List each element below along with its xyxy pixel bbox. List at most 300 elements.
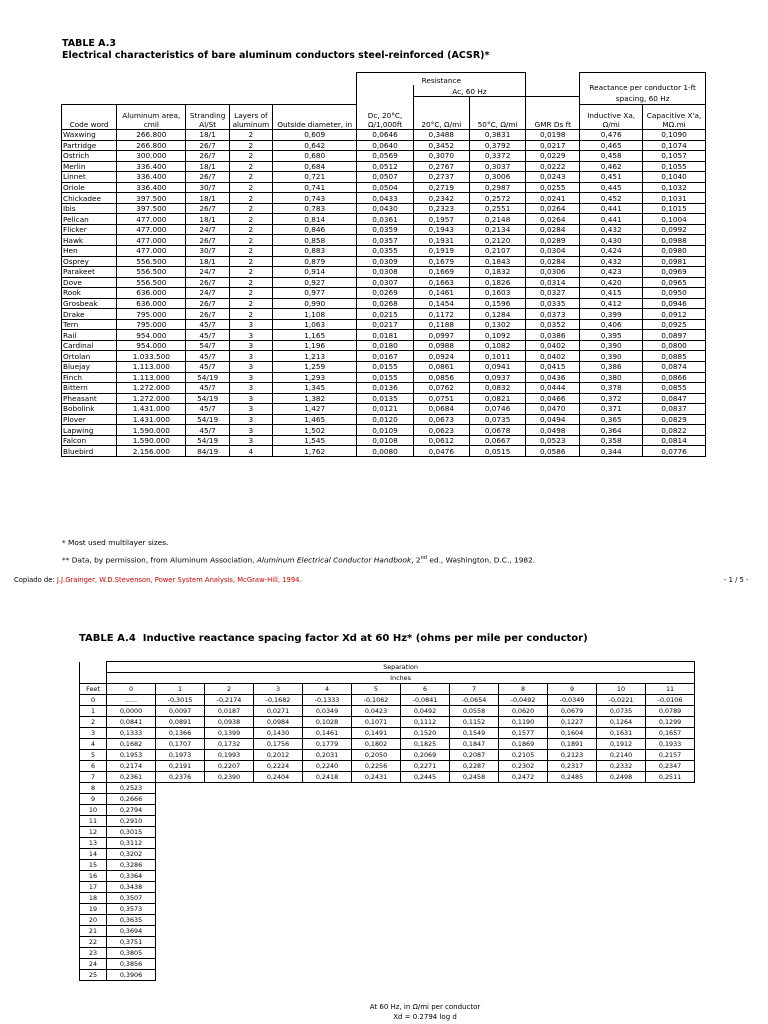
table-row bbox=[80, 739, 695, 750]
table-cell: 0,2105 bbox=[499, 750, 548, 761]
table-cell: 0,0735 bbox=[469, 414, 525, 425]
table-row bbox=[62, 351, 706, 362]
feet-cell: 23 bbox=[80, 948, 107, 959]
table-row bbox=[62, 267, 706, 278]
table-cell: 0,1933 bbox=[646, 739, 695, 750]
table-cell: 0,0746 bbox=[469, 404, 525, 415]
table-cell: 0,3070 bbox=[413, 151, 469, 162]
table-cell: -0,0221 bbox=[597, 695, 646, 706]
table-cell: 0,858 bbox=[273, 235, 357, 246]
table-row bbox=[80, 970, 695, 981]
table-cell: 0,378 bbox=[580, 383, 643, 394]
table-cell: 0,2361 bbox=[107, 772, 156, 783]
footnote-line-1: At 60 Hz, in Ω/mi per conductor bbox=[369, 1003, 481, 1011]
table-cell: 0,2323 bbox=[413, 203, 469, 214]
table-cell: 0,0751 bbox=[413, 393, 469, 404]
table-cell: 2 bbox=[229, 161, 272, 172]
table-cell: 30/7 bbox=[186, 246, 229, 257]
col-ac-50c: 50°C, Ω/mi bbox=[469, 105, 525, 130]
table-cell: 0,0359 bbox=[357, 224, 413, 235]
table-row bbox=[80, 783, 695, 794]
table-cell: 636.000 bbox=[117, 288, 186, 299]
table-cell: 0,1520 bbox=[401, 728, 450, 739]
table-cell: 0,3856 bbox=[107, 959, 156, 970]
source-reference: J.J.Grainger, W.D.Stevenson, Power System Analysis, McGraw-Hill, 1994. bbox=[56, 576, 302, 584]
code-word-cell: Ostrich bbox=[62, 151, 117, 162]
code-word-cell: Pelican bbox=[62, 214, 117, 225]
table-cell: 397.500 bbox=[117, 203, 186, 214]
col-code-word: Code word bbox=[62, 105, 117, 130]
table-cell: 0,1011 bbox=[469, 351, 525, 362]
table-cell: 0,0470 bbox=[526, 404, 580, 415]
table-cell: 1.272.000 bbox=[117, 383, 186, 394]
table-row bbox=[62, 298, 706, 309]
table-cell: 0,390 bbox=[580, 351, 643, 362]
code-word-cell: Drake bbox=[62, 309, 117, 320]
code-word-cell: Waxwing bbox=[62, 130, 117, 141]
table-cell: 0,0255 bbox=[526, 182, 580, 193]
inch-column-header: 10 bbox=[597, 684, 646, 695]
table-cell: 0,914 bbox=[273, 267, 357, 278]
table-cell: 0,3202 bbox=[107, 849, 156, 860]
code-word-cell: Cardinal bbox=[62, 340, 117, 351]
table-cell: 18/1 bbox=[186, 193, 229, 204]
table-cell: 0,2157 bbox=[646, 750, 695, 761]
table-cell: 0,1631 bbox=[597, 728, 646, 739]
table-cell: 84/19 bbox=[186, 446, 229, 457]
table-cell: 0,0612 bbox=[413, 435, 469, 446]
table-cell: 0,344 bbox=[580, 446, 643, 457]
code-word-cell: Bittern bbox=[62, 383, 117, 394]
code-word-cell: Plover bbox=[62, 414, 117, 425]
table-cell: 477.000 bbox=[117, 214, 186, 225]
table-cell: 0,1057 bbox=[643, 151, 706, 162]
table-cell: 0,0822 bbox=[643, 425, 706, 436]
table-row bbox=[62, 435, 706, 446]
inch-column-header: 7 bbox=[450, 684, 499, 695]
code-word-cell: Finch bbox=[62, 372, 117, 383]
footnote-line-2: Xd = 0.2794 log d bbox=[393, 1013, 457, 1021]
table-cell: 0,0912 bbox=[643, 309, 706, 320]
table-cell: 0,0349 bbox=[303, 706, 352, 717]
table-row bbox=[80, 728, 695, 739]
table-cell: 0,846 bbox=[273, 224, 357, 235]
feet-cell: 1 bbox=[80, 706, 107, 717]
table-cell: 0,0155 bbox=[357, 372, 413, 383]
table-row bbox=[62, 330, 706, 341]
table-cell: 397.500 bbox=[117, 193, 186, 204]
code-word-cell: Tern bbox=[62, 319, 117, 330]
table-cell: 0,2240 bbox=[303, 761, 352, 772]
feet-cell: 24 bbox=[80, 959, 107, 970]
table-cell: 336.400 bbox=[117, 161, 186, 172]
table-cell: 18/1 bbox=[186, 130, 229, 141]
table-row bbox=[62, 340, 706, 351]
table-a3-label: TABLE A.3 bbox=[62, 38, 116, 49]
table-cell: 1,196 bbox=[273, 340, 357, 351]
table-cell: 0,0492 bbox=[401, 706, 450, 717]
table-cell: 0,1454 bbox=[413, 298, 469, 309]
table-cell: 0,445 bbox=[580, 182, 643, 193]
table-cell: 0,3805 bbox=[107, 948, 156, 959]
table-cell: 0,2347 bbox=[646, 761, 695, 772]
col-stranding: Stranding Al/St bbox=[186, 105, 229, 130]
table-cell: 0,2120 bbox=[469, 235, 525, 246]
table-cell: 0,1943 bbox=[413, 224, 469, 235]
table-cell: 45/7 bbox=[186, 362, 229, 373]
table-cell: 0,990 bbox=[273, 298, 357, 309]
table-cell: 45/7 bbox=[186, 319, 229, 330]
table-cell: -0,0841 bbox=[401, 695, 450, 706]
table-cell: 0,406 bbox=[580, 319, 643, 330]
code-word-cell: Hen bbox=[62, 246, 117, 257]
table-cell: 0,0523 bbox=[526, 435, 580, 446]
table-cell: 1.272.000 bbox=[117, 393, 186, 404]
table-cell: 0,2719 bbox=[413, 182, 469, 193]
table-cell: 3 bbox=[229, 372, 272, 383]
reactance-header: Reactance per conductor 1-ft spacing, 60 Hz bbox=[580, 73, 706, 105]
table-row bbox=[80, 849, 695, 860]
table-cell: 0,3573 bbox=[107, 904, 156, 915]
table-cell: 0,2458 bbox=[450, 772, 499, 783]
table-cell: 0,1399 bbox=[205, 728, 254, 739]
table-cell: 0,0181 bbox=[357, 330, 413, 341]
table-cell: 0,0885 bbox=[643, 351, 706, 362]
feet-header: Feet bbox=[80, 684, 107, 695]
table-cell: 1.431.000 bbox=[117, 414, 186, 425]
table-cell: 0,0306 bbox=[526, 267, 580, 278]
table-cell: 1,108 bbox=[273, 309, 357, 320]
table-cell: 266.800 bbox=[117, 140, 186, 151]
table-cell: 0,1430 bbox=[254, 728, 303, 739]
table-cell: 0,2572 bbox=[469, 193, 525, 204]
table-cell: 2 bbox=[229, 214, 272, 225]
code-word-cell: Partridge bbox=[62, 140, 117, 151]
table-cell: 0,1090 bbox=[643, 130, 706, 141]
table-cell: 0,1604 bbox=[548, 728, 597, 739]
table-cell: 0,0988 bbox=[413, 340, 469, 351]
table-cell: 26/7 bbox=[186, 172, 229, 183]
feet-cell: 4 bbox=[80, 739, 107, 750]
table-cell: 0,0855 bbox=[643, 383, 706, 394]
code-word-cell: Dove bbox=[62, 277, 117, 288]
table-cell: 954.000 bbox=[117, 340, 186, 351]
table-cell: 0,0515 bbox=[469, 446, 525, 457]
table-cell: 0,423 bbox=[580, 267, 643, 278]
table-row bbox=[62, 404, 706, 415]
table-cell: 0,3635 bbox=[107, 915, 156, 926]
table-cell: 0,358 bbox=[580, 435, 643, 446]
table-row bbox=[62, 246, 706, 257]
table-cell: 2 bbox=[229, 151, 272, 162]
table-cell: 0,1040 bbox=[643, 172, 706, 183]
table-cell: 0,476 bbox=[580, 130, 643, 141]
table-cell: 0,2498 bbox=[597, 772, 646, 783]
table-cell: 0,0558 bbox=[450, 706, 499, 717]
table-cell: 0,680 bbox=[273, 151, 357, 162]
table-cell: 0,0925 bbox=[643, 319, 706, 330]
table-cell: 45/7 bbox=[186, 351, 229, 362]
table-row bbox=[62, 277, 706, 288]
table-cell: 0,1112 bbox=[401, 717, 450, 728]
table-cell: 0,0679 bbox=[548, 706, 597, 717]
table-cell: 0,0241 bbox=[526, 193, 580, 204]
table-cell: 477.000 bbox=[117, 235, 186, 246]
inch-column-header: 0 bbox=[107, 684, 156, 695]
table-cell: 0,458 bbox=[580, 151, 643, 162]
table-cell: 0,0136 bbox=[357, 383, 413, 394]
code-word-cell: Bluebird bbox=[62, 446, 117, 457]
table-cell: 45/7 bbox=[186, 404, 229, 415]
table-cell: 0,0476 bbox=[413, 446, 469, 457]
table-cell: 0,2087 bbox=[450, 750, 499, 761]
separation-header: Separation bbox=[107, 662, 695, 673]
table-cell: 0,3906 bbox=[107, 970, 156, 981]
table-row bbox=[80, 893, 695, 904]
inch-column-header: 6 bbox=[401, 684, 450, 695]
code-word-cell: Ibis bbox=[62, 203, 117, 214]
table-cell: 1,345 bbox=[273, 383, 357, 394]
code-word-cell: Flicker bbox=[62, 224, 117, 235]
table-cell: 0,0309 bbox=[357, 256, 413, 267]
table-cell: 0,1825 bbox=[401, 739, 450, 750]
feet-cell: 25 bbox=[80, 970, 107, 981]
table-cell: 0,1577 bbox=[499, 728, 548, 739]
table-cell: 0,0433 bbox=[357, 193, 413, 204]
table-cell: 2 bbox=[229, 256, 272, 267]
table-cell: 1,213 bbox=[273, 351, 357, 362]
table-cell: 0,0080 bbox=[357, 446, 413, 457]
table-cell: 0,465 bbox=[580, 140, 643, 151]
table-cell: 0,420 bbox=[580, 277, 643, 288]
table-cell: 0,0284 bbox=[526, 256, 580, 267]
table-cell: 0,2140 bbox=[597, 750, 646, 761]
table-row bbox=[62, 383, 706, 394]
table-cell: 0,0121 bbox=[357, 404, 413, 415]
col-ac-20c: 20°C, Ω/mi bbox=[413, 105, 469, 130]
table-cell: 1,465 bbox=[273, 414, 357, 425]
table-cell: 0,879 bbox=[273, 256, 357, 267]
code-word-cell: Bluejay bbox=[62, 362, 117, 373]
table-cell: 636.000 bbox=[117, 298, 186, 309]
feet-cell: 0 bbox=[80, 695, 107, 706]
code-word-cell: Merlin bbox=[62, 161, 117, 172]
feet-cell: 11 bbox=[80, 816, 107, 827]
table-cell: 0,0837 bbox=[643, 404, 706, 415]
table-cell: 266.800 bbox=[117, 130, 186, 141]
table-cell: 0,430 bbox=[580, 235, 643, 246]
table-cell: 4 bbox=[229, 446, 272, 457]
table-cell: 0,2031 bbox=[303, 750, 352, 761]
col-dc-resistance: Dc, 20°C, Ω/1,000ft bbox=[357, 105, 413, 130]
table-cell: 2 bbox=[229, 277, 272, 288]
table-row bbox=[62, 151, 706, 162]
table-row bbox=[80, 805, 695, 816]
table-cell: 0,462 bbox=[580, 161, 643, 172]
inch-column-header: 1 bbox=[156, 684, 205, 695]
table-cell: 0,977 bbox=[273, 288, 357, 299]
table-cell: 0,741 bbox=[273, 182, 357, 193]
table-cell: 0,441 bbox=[580, 214, 643, 225]
table-cell: 556.500 bbox=[117, 277, 186, 288]
feet-cell: 5 bbox=[80, 750, 107, 761]
table-cell: 0,1032 bbox=[643, 182, 706, 193]
feet-cell: 15 bbox=[80, 860, 107, 871]
table-row bbox=[62, 319, 706, 330]
table-cell: 300.000 bbox=[117, 151, 186, 162]
inch-column-header: 11 bbox=[646, 684, 695, 695]
table-cell: 0,0874 bbox=[643, 362, 706, 373]
table-cell: 0,684 bbox=[273, 161, 357, 172]
table-cell: 0,2174 bbox=[107, 761, 156, 772]
feet-cell: 22 bbox=[80, 937, 107, 948]
table-cell: 0,0327 bbox=[526, 288, 580, 299]
table-cell: 0,2666 bbox=[107, 794, 156, 805]
table-cell: 0,0829 bbox=[643, 414, 706, 425]
table-cell: 0,1031 bbox=[643, 193, 706, 204]
table-cell: 0,1004 bbox=[643, 214, 706, 225]
table-cell: 0,0289 bbox=[526, 235, 580, 246]
feet-cell: 17 bbox=[80, 882, 107, 893]
table-cell: 24/7 bbox=[186, 267, 229, 278]
table-cell: 0,1707 bbox=[156, 739, 205, 750]
feet-cell: 2 bbox=[80, 717, 107, 728]
table-cell: 26/7 bbox=[186, 151, 229, 162]
table-cell: 0,0097 bbox=[156, 706, 205, 717]
inch-column-header: 9 bbox=[548, 684, 597, 695]
table-cell: 0,2987 bbox=[469, 182, 525, 193]
table-cell: 0,721 bbox=[273, 172, 357, 183]
inch-column-header: 5 bbox=[352, 684, 401, 695]
table-cell: 0,2767 bbox=[413, 161, 469, 172]
inches-header: Inches bbox=[107, 673, 695, 684]
table-cell: 0,1732 bbox=[205, 739, 254, 750]
table-cell: 0,1679 bbox=[413, 256, 469, 267]
table-row bbox=[80, 926, 695, 937]
note-data-source: ** Data, by permission, from Aluminum Association, Aluminum Electrical Conductor Handbook, 2nd ed., Washington, D.C., 1982. bbox=[62, 555, 536, 565]
table-cell: 0,2472 bbox=[499, 772, 548, 783]
table-cell: 0,2123 bbox=[548, 750, 597, 761]
table-cell: 1.113.000 bbox=[117, 362, 186, 373]
table-row bbox=[80, 827, 695, 838]
table-cell: 3 bbox=[229, 362, 272, 373]
table-cell: 0,743 bbox=[273, 193, 357, 204]
table-row bbox=[80, 860, 695, 871]
table-cell: 2 bbox=[229, 224, 272, 235]
table-cell: 54/19 bbox=[186, 435, 229, 446]
table-cell: 0,0357 bbox=[357, 235, 413, 246]
table-cell: 0,0678 bbox=[469, 425, 525, 436]
table-cell: 0,3694 bbox=[107, 926, 156, 937]
table-cell: 18/1 bbox=[186, 161, 229, 172]
table-cell: 0,1931 bbox=[413, 235, 469, 246]
table-cell: 0,2376 bbox=[156, 772, 205, 783]
table-cell: 336.400 bbox=[117, 182, 186, 193]
table-cell: 0,432 bbox=[580, 224, 643, 235]
table-cell: 556.500 bbox=[117, 256, 186, 267]
table-cell: 1,293 bbox=[273, 372, 357, 383]
table-cell: 0,2342 bbox=[413, 193, 469, 204]
table-cell: 18/1 bbox=[186, 214, 229, 225]
table-cell: 0,0800 bbox=[643, 340, 706, 351]
table-cell: 0,0504 bbox=[357, 182, 413, 193]
table-cell: 0,1264 bbox=[597, 717, 646, 728]
table-cell: 0,1092 bbox=[469, 330, 525, 341]
table-cell: 0,0304 bbox=[526, 246, 580, 257]
table-cell: 24/7 bbox=[186, 224, 229, 235]
table-cell: 0,3452 bbox=[413, 140, 469, 151]
table-cell: 0,0436 bbox=[526, 372, 580, 383]
table-cell: 0,1957 bbox=[413, 214, 469, 225]
table-cell: 0,0271 bbox=[254, 706, 303, 717]
table-row bbox=[80, 794, 695, 805]
table-cell: 0,1015 bbox=[643, 203, 706, 214]
code-word-cell: Chickadee bbox=[62, 193, 117, 204]
table-cell: 26/7 bbox=[186, 298, 229, 309]
table-cell: 0,380 bbox=[580, 372, 643, 383]
table-cell: 0,1188 bbox=[413, 319, 469, 330]
table-cell: 0,0361 bbox=[357, 214, 413, 225]
feet-cell: 14 bbox=[80, 849, 107, 860]
table-row bbox=[80, 816, 695, 827]
table-cell: 0,1074 bbox=[643, 140, 706, 151]
table-cell: 0,2134 bbox=[469, 224, 525, 235]
feet-cell: 19 bbox=[80, 904, 107, 915]
table-cell: 0,1847 bbox=[450, 739, 499, 750]
table-cell: 0,0355 bbox=[357, 246, 413, 257]
inch-column-header: 3 bbox=[254, 684, 303, 695]
table-cell: 2 bbox=[229, 235, 272, 246]
feet-cell: 20 bbox=[80, 915, 107, 926]
table-cell: ...... bbox=[107, 695, 156, 706]
table-row bbox=[62, 214, 706, 225]
table-cell: 0,3488 bbox=[413, 130, 469, 141]
code-word-cell: Falcon bbox=[62, 435, 117, 446]
table-cell: 0,0861 bbox=[413, 362, 469, 373]
table-cell: 477.000 bbox=[117, 246, 186, 257]
table-cell: 0,2445 bbox=[401, 772, 450, 783]
table-cell: 0,0586 bbox=[526, 446, 580, 457]
reactance-spacing-table bbox=[79, 661, 695, 981]
table-row bbox=[80, 882, 695, 893]
table-row bbox=[62, 130, 706, 141]
feet-cell: 10 bbox=[80, 805, 107, 816]
table-cell: 0,412 bbox=[580, 298, 643, 309]
table-row bbox=[80, 706, 695, 717]
table-cell: 0,2523 bbox=[107, 783, 156, 794]
table-cell: 45/7 bbox=[186, 383, 229, 394]
code-word-cell: Pheasant bbox=[62, 393, 117, 404]
table-cell: 2 bbox=[229, 288, 272, 299]
table-row bbox=[62, 256, 706, 267]
table-cell: 0,609 bbox=[273, 130, 357, 141]
table-row bbox=[62, 372, 706, 383]
table-cell: 1,063 bbox=[273, 319, 357, 330]
table-cell: 0,2050 bbox=[352, 750, 401, 761]
note-most-used: * Most used multilayer sizes. bbox=[62, 538, 169, 547]
table-cell: 0,1682 bbox=[107, 739, 156, 750]
inch-column-header: 2 bbox=[205, 684, 254, 695]
table-cell: 1,382 bbox=[273, 393, 357, 404]
code-word-cell: Osprey bbox=[62, 256, 117, 267]
table-cell: 0,783 bbox=[273, 203, 357, 214]
table-cell: 0,1227 bbox=[548, 717, 597, 728]
table-cell: 2 bbox=[229, 298, 272, 309]
table-cell: 477.000 bbox=[117, 224, 186, 235]
table-cell: 0,0430 bbox=[357, 203, 413, 214]
table-cell: 0,814 bbox=[273, 214, 357, 225]
table-cell: 0,1756 bbox=[254, 739, 303, 750]
